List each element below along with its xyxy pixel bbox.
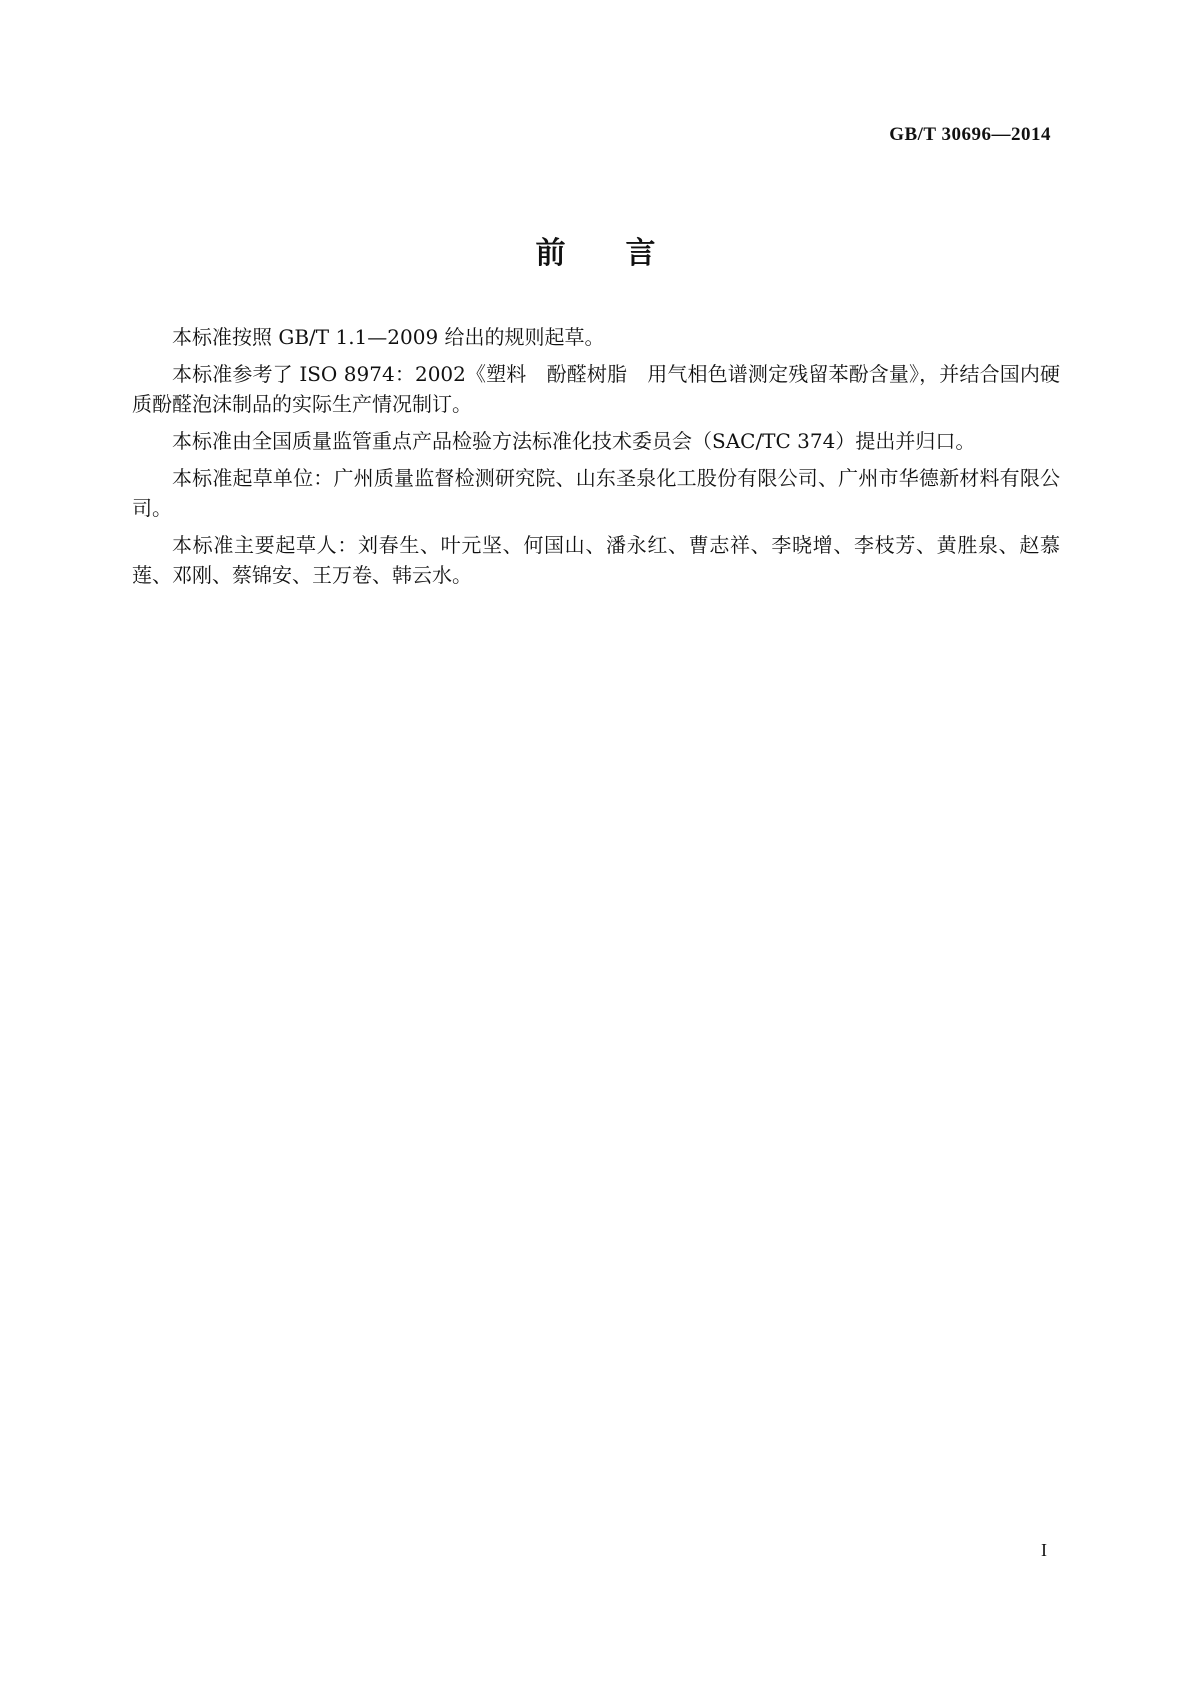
page-title: 前言 xyxy=(535,236,716,271)
paragraph-drafting-organizations: 本标准起草单位：广州质量监督检测研究院、山东圣泉化工股份有限公司、广州市华德新材料有限公司。 xyxy=(132,466,1060,520)
paragraph-proposing-committee: 本标准由全国质量监管重点产品检验方法标准化技术委员会（SAC/TC 374）提出并归口。 xyxy=(172,429,976,453)
paragraph-principal-drafters: 本标准主要起草人：刘春生、叶元坚、何国山、潘永红、曹志祥、李晓增、李枝芳、黄胜泉、赵慕莲、邓刚、蔡锦安、王万卷、韩云水。 xyxy=(132,533,1060,587)
paragraph-reference-standard: 本标准参考了 ISO 8974：2002《塑料 酚醛树脂 用气相色谱测定残留苯酚含量》，并结合国内硬质酚醛泡沫制品的实际生产情况制订。 xyxy=(132,362,1060,416)
standard-number: GB/T 30696—2014 xyxy=(889,124,1051,145)
foreword-body xyxy=(132,322,1060,597)
paragraph-drafting-rules: 本标准按照 GB/T 1.1—2009 给出的规则起草。 xyxy=(172,325,605,349)
page-number: I xyxy=(1041,1540,1047,1560)
